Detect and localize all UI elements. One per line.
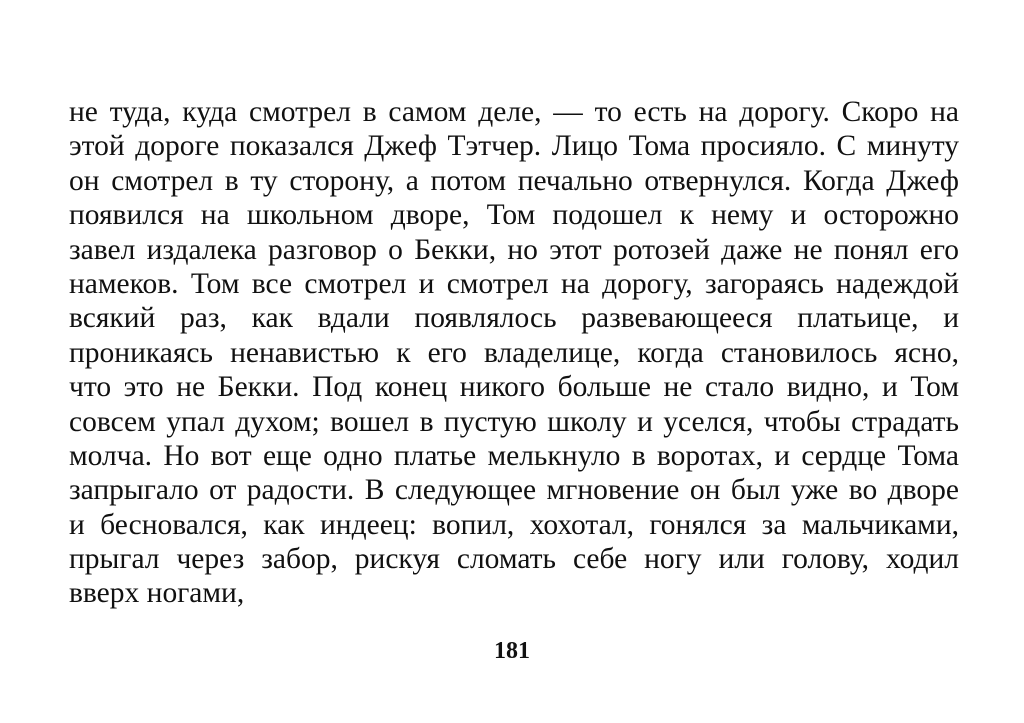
text-line: прыгал через забор, рискуя сломать себе ногу или голову, ходил [69,543,959,576]
page-number: 181 [494,638,530,664]
text-line: молча. Но вот еще одно платье мелькнуло в воротах, и сердце Тома [69,439,959,472]
text-line: всякий раз, как вдали появлялось развевающееся платьице, и [69,302,959,335]
text-line: и бесновался, как индеец: вопил, хохотал, гонялся за мальчиками, [69,508,959,541]
text-line: совсем упал духом; вошел в пустую школу и уселся, чтобы страдать [69,405,959,438]
body-text [69,95,959,611]
text-line: что это не Бекки. Под конец никого больше не стало видно, и Том [69,371,959,404]
text-line: не туда, куда смотрел в самом деле, — то есть на дорогу. Скоро на [69,96,959,128]
text-line: запрыгало от радости. В следующее мгновение он был уже во дворе [69,474,959,507]
text-line: намеков. Том все смотрел и смотрел на дорогу, загораясь надеждой [69,267,959,300]
text-line: вверх ногами, [69,577,245,610]
text-line: он смотрел в ту сторону, а потом печально отвернулся. Когда Джеф [69,164,959,197]
text-line: появился на школьном дворе, Том подошел к нему и осторожно [69,199,959,232]
text-line: этой дороге показался Джеф Тэтчер. Лицо Тома просияло. С минуту [69,130,959,163]
text-line: завел издалека разговор о Бекки, но этот ротозей даже не понял его [69,233,959,266]
text-line: проникаясь ненавистью к его владелице, когда становилось ясно, [69,336,959,369]
